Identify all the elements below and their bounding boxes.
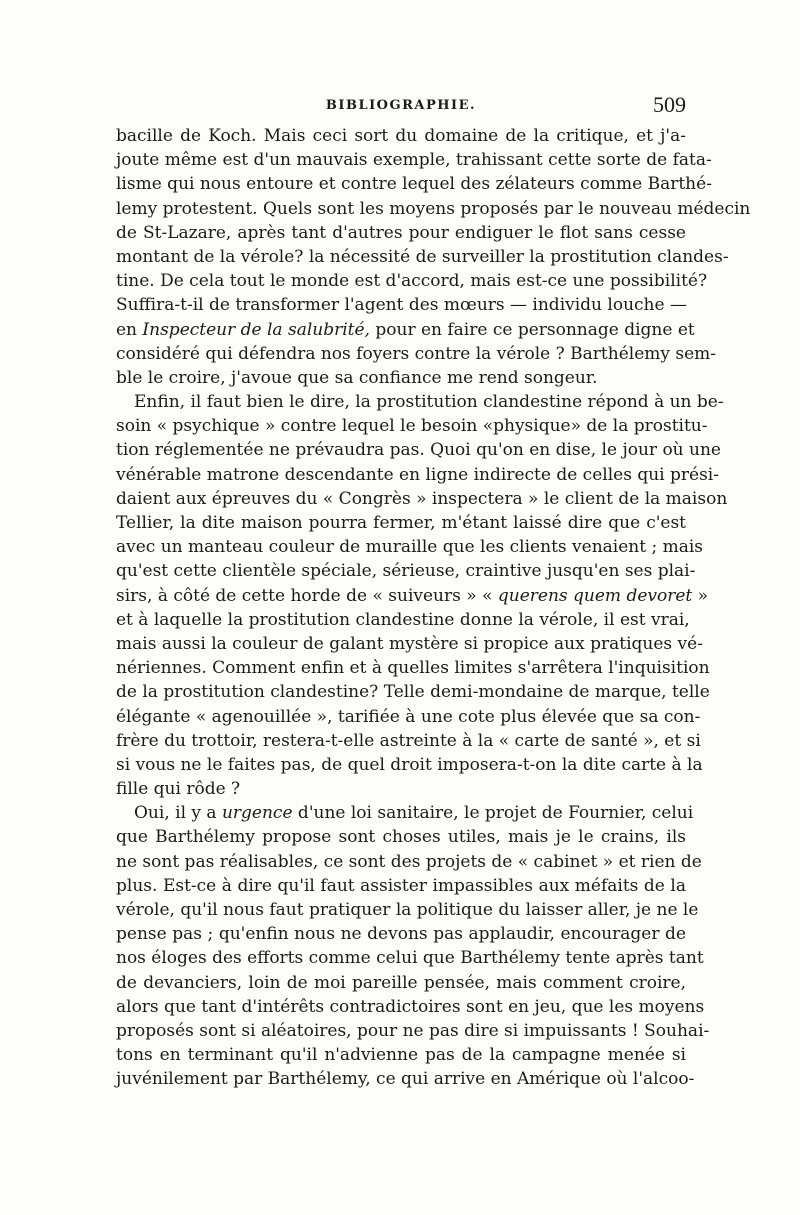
- paragraph: [116, 124, 751, 390]
- italic-text: querens quem devoret: [497, 585, 693, 606]
- text-line: Enfin, il faut bien le dire, la prostitution clandestine répond à un be-: [134, 392, 724, 413]
- text-line: [116, 801, 694, 825]
- text-line: tine. De cela tout le monde est d'accord, mais est-ce une possibilité?: [116, 271, 708, 292]
- text-line: considéré qui défendra nos foyers contre la vérole ? Barthélemy sem-: [116, 343, 717, 364]
- text-line: mais aussi la couleur de galant mystère si propice aux pratiques vé-: [116, 633, 703, 654]
- text-line: bacille de Koch. Mais ceci sort du domaine de la critique, et j'a-: [116, 126, 686, 146]
- text-line: tion réglementée ne prévaudra pas. Quoi qu'on en dise, le jour où une: [116, 440, 721, 461]
- text-line: lemy protestent. Quels sont les moyens proposés par le nouveau médecin: [116, 198, 751, 219]
- text-line: Tellier, la dite maison pourra fermer, m'étant laissé dire que c'est: [116, 513, 686, 533]
- text-line: vénérable matrone descendante en ligne indirecte de celles qui prési-: [116, 464, 719, 485]
- text-line: ne sont pas réalisables, ce sont des projets de « cabinet » et rien de: [116, 851, 702, 872]
- text-line: de devanciers, loin de moi pareille pensée, mais comment croire,: [116, 972, 686, 993]
- text-line: plus. Est-ce à dire qu'il faut assister impassibles aux méfaits de la: [116, 875, 686, 896]
- text-segment: »: [692, 585, 709, 606]
- text-segment: en: [116, 319, 143, 340]
- text-line: que Barthélemy propose sont choses utiles, mais je le crains, ils: [116, 827, 686, 848]
- text-line: tons en terminant qu'il n'advienne pas de la campagne menée si: [116, 1045, 686, 1066]
- text-line: avec un manteau couleur de muraille que les clients venaient ; mais: [116, 537, 704, 558]
- text-line: frère du trottoir, restera-t-elle astreinte à la « carte de santé », et si: [116, 730, 701, 751]
- running-title: BIBLIOGRAPHIE.: [325, 98, 477, 113]
- text-line: vérole, qu'il nous faut pratiquer la politique du laisser aller, je ne le: [116, 900, 699, 920]
- italic-text: urgence: [221, 803, 293, 824]
- text-line: ble le croire, j'avoue que sa confiance me rend songeur.: [116, 367, 598, 388]
- text-segment: pour en faire ce personnage digne et: [369, 319, 695, 340]
- text-line: de la prostitution clandestine? Telle demi-mondaine de marque, telle: [116, 682, 710, 703]
- italic-text: Inspecteur de la salubrité,: [142, 319, 370, 340]
- text-line: proposés sont si aléatoires, pour ne pas dire si impuissants ! Souhai-: [116, 1020, 710, 1041]
- text-line: de St-Lazare, après tant d'autres pour endiguer le flot sans cesse: [116, 222, 686, 243]
- text-line: et à laquelle la prostitution clandestine donne la vérole, il est vrai,: [116, 609, 690, 630]
- text-line: élégante « agenouillée », tarifiée à une cote plus élevée que sa con-: [116, 706, 701, 727]
- page-number: 509: [653, 92, 686, 117]
- text-line: joute même est d'un mauvais exemple, trahissant cette sorte de fata-: [116, 150, 712, 171]
- text-segment: d'une loi sanitaire, le projet de Fournier, celui: [292, 803, 694, 824]
- text-line: daient aux épreuves du « Congrès » inspectera » le client de la maison: [116, 488, 728, 509]
- text-line: pense pas ; qu'enfin nous ne devons pas applaudir, encourager de: [116, 924, 686, 945]
- running-head: [116, 92, 686, 120]
- text-line: fille qui rôde ?: [116, 779, 241, 800]
- text-line: montant de la vérole? la nécessité de surveiller la prostitution clandes-: [116, 246, 729, 267]
- text-line: [116, 318, 695, 342]
- paragraph: [116, 390, 728, 801]
- text-line: juvénilement par Barthélemy, ce qui arrive en Amérique où l'alcoo-: [116, 1069, 695, 1090]
- text-line: nériennes. Comment enfin et à quelles limites s'arrêtera l'inquisition: [116, 658, 710, 679]
- body-text: [116, 124, 751, 1092]
- text-segment: Oui, il y a: [134, 803, 222, 824]
- text-line: si vous ne le faites pas, de quel droit imposera-t-on la dite carte à la: [116, 754, 703, 775]
- text-line: qu'est cette clientèle spéciale, sérieuse, craintive jusqu'en ses plai-: [116, 561, 696, 582]
- text-line: nos éloges des efforts comme celui que Barthélemy tente après tant: [116, 948, 704, 969]
- text-line: [116, 584, 709, 608]
- paragraph: [116, 801, 710, 1091]
- text-segment: sirs, à côté de cette horde de « suiveurs » «: [116, 585, 498, 606]
- text-line: lisme qui nous entoure et contre lequel des zélateurs comme Barthé-: [116, 174, 712, 195]
- text-line: Suffira-t-il de transformer l'agent des mœurs — individu louche —: [116, 295, 687, 316]
- text-line: soin « psychique » contre lequel le besoin «physique» de la prostitu-: [116, 416, 708, 437]
- text-line: alors que tant d'intérêts contradictoires sont en jeu, que les moyens: [116, 996, 705, 1017]
